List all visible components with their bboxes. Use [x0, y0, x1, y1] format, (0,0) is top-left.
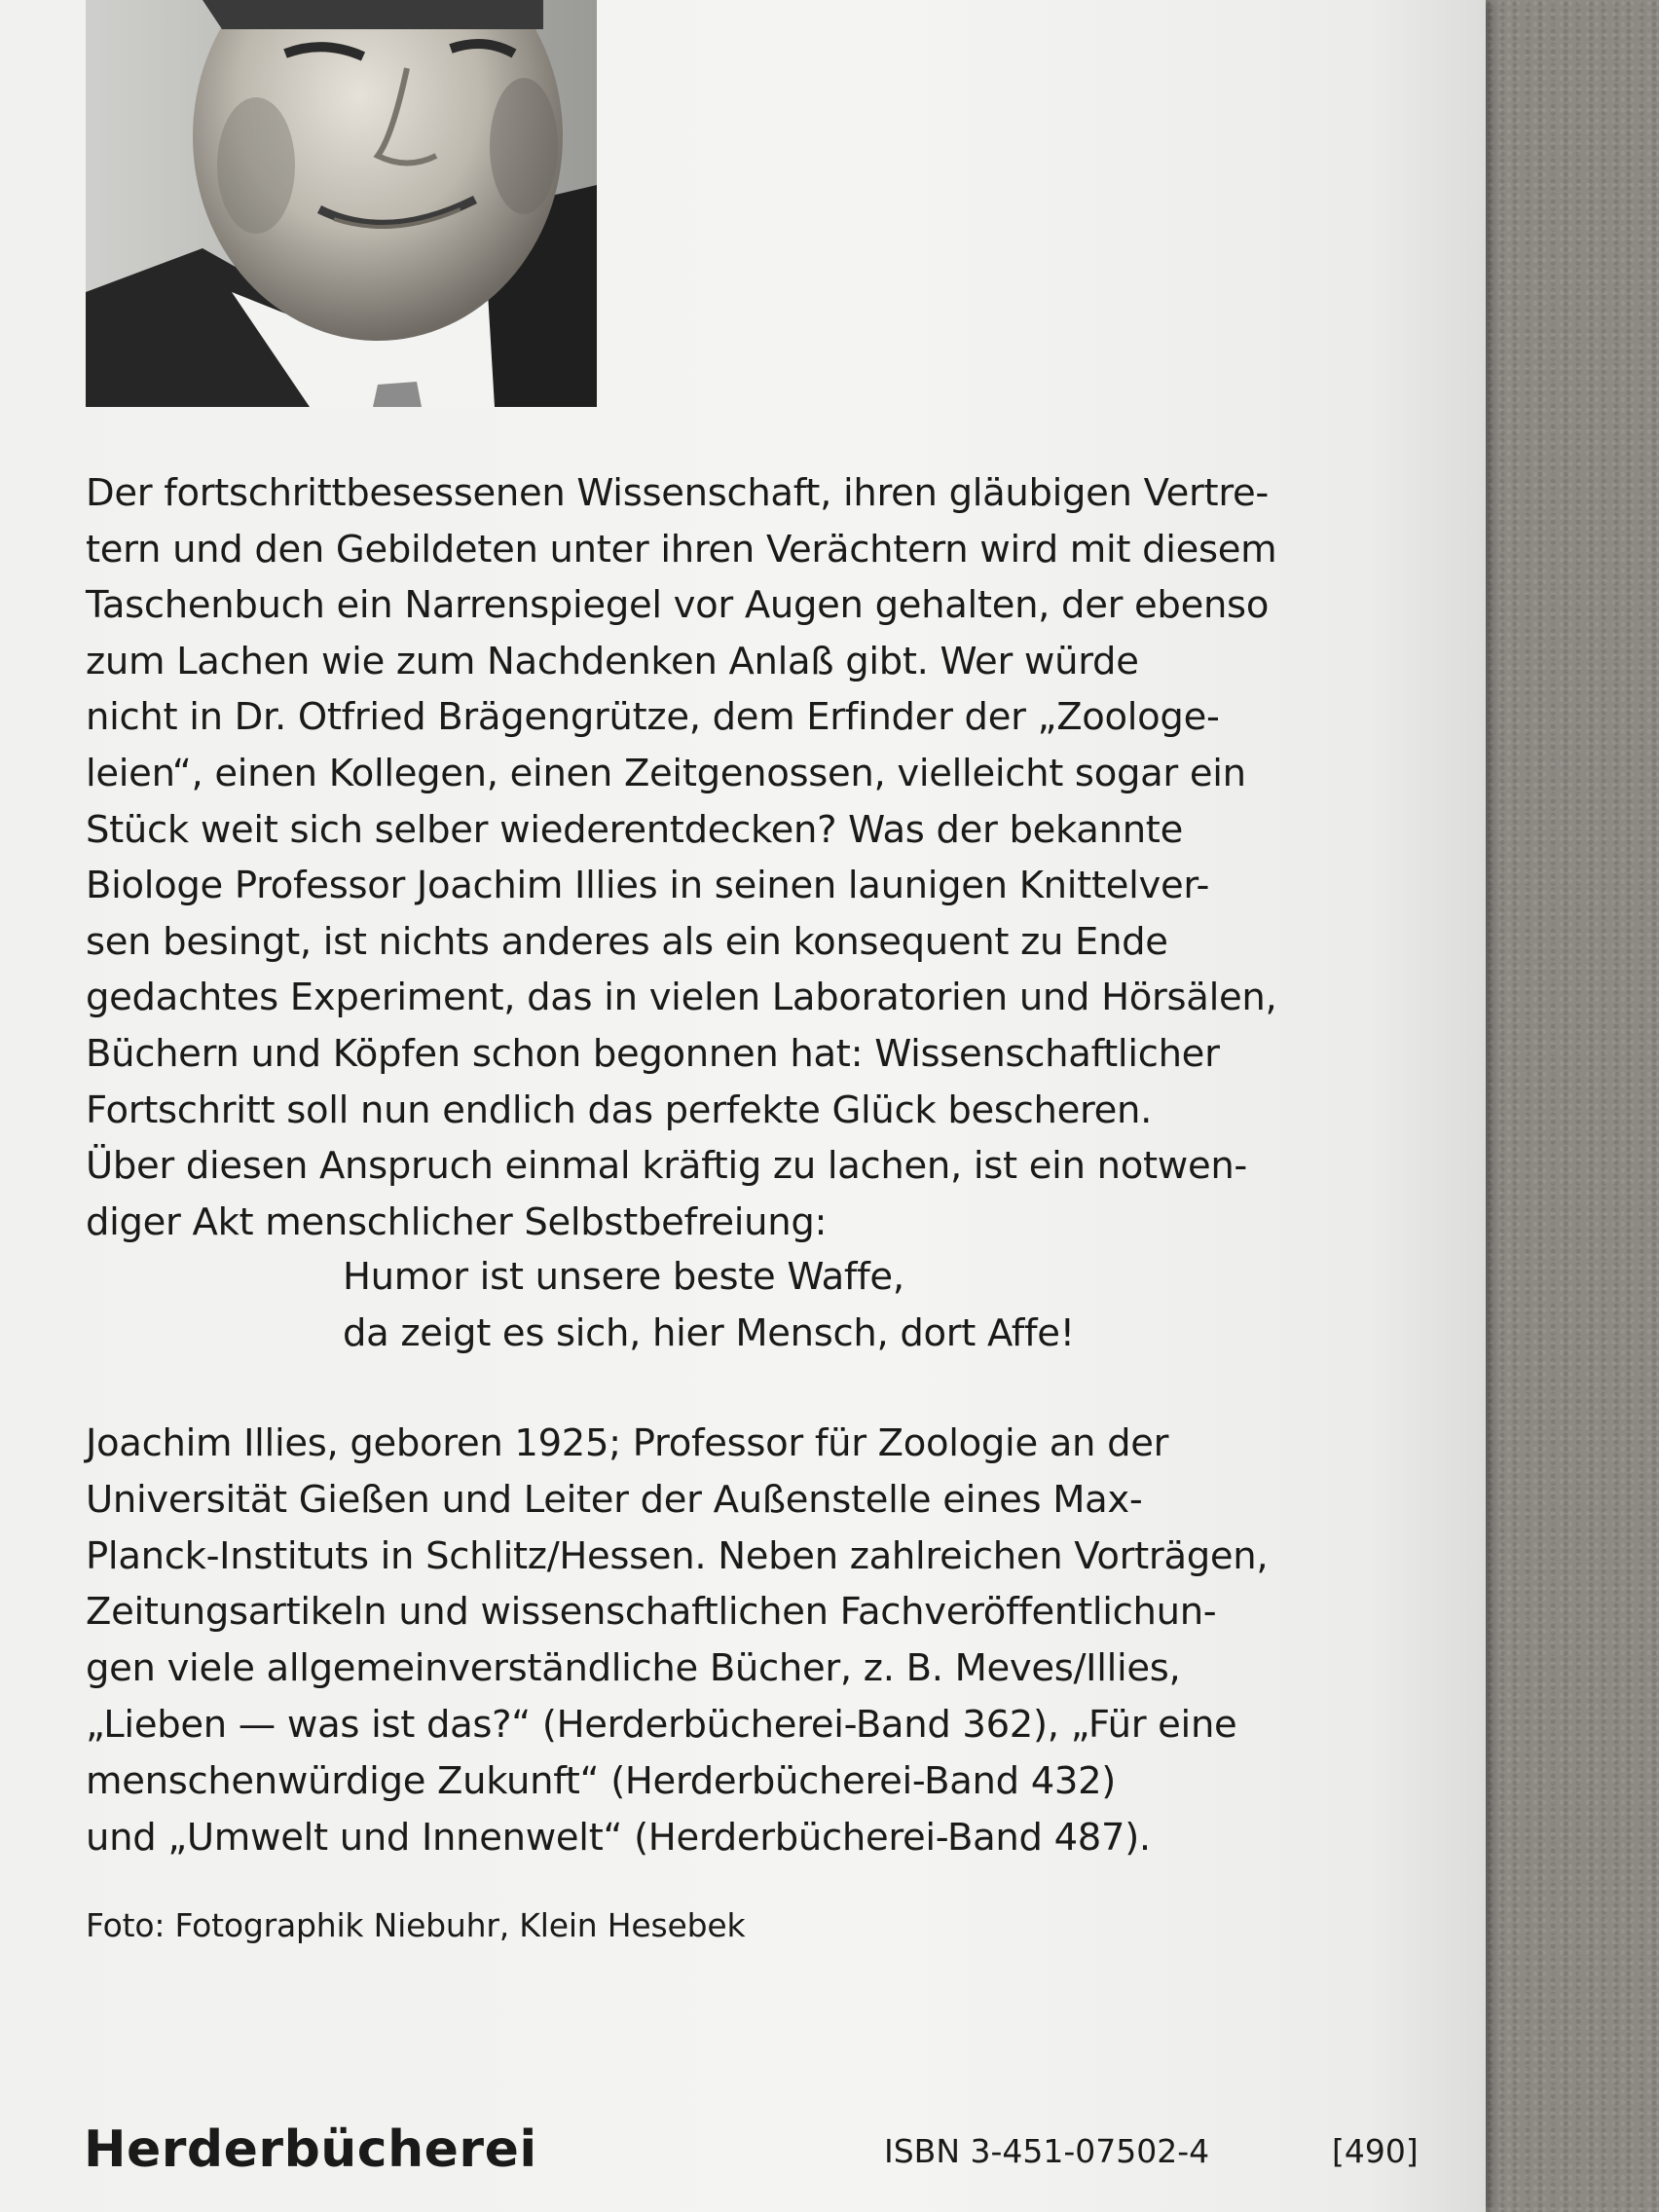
blurb-line: Biologe Professor Joachim Illies in seinen launigen Knittelver- [86, 864, 1210, 908]
bio-line: Zeitungsartikeln und wissenschaftlichen Fachveröffentlichun- [86, 1590, 1217, 1635]
bio-line: „Lieben — was ist das?“ (Herderbücherei-Band 362), „Für eine [86, 1702, 1237, 1747]
author-photo [86, 0, 597, 407]
verse-line: Humor ist unsere beste Waffe, [343, 1255, 904, 1299]
blurb-line: diger Akt menschlicher Selbstbefreiung: [86, 1199, 828, 1244]
bio-line: Universität Gießen und Leiter der Außenstelle eines Max- [86, 1477, 1143, 1522]
bio-line: Joachim Illies, geboren 1925; Professor für Zoologie an der [86, 1421, 1169, 1465]
blurb-line: leien“, einen Kollegen, einen Zeitgenossen, vielleicht sogar ein [86, 751, 1246, 795]
blurb-line: tern und den Gebildeten unter ihren Verächtern wird mit diesem [86, 527, 1277, 571]
bio-line: gen viele allgemeinverständliche Bücher, z. B. Meves/Illies, [86, 1646, 1181, 1691]
blurb-line: Über diesen Anspruch einmal kräftig zu lachen, ist ein notwen- [86, 1144, 1248, 1189]
series-number: [490] [1332, 2132, 1419, 2170]
blurb-line: Büchern und Köpfen schon begonnen hat: Wissenschaftlicher [86, 1031, 1220, 1076]
blurb-paragraph [86, 465, 1449, 1250]
blurb-line: Der fortschrittbesessenen Wissenschaft, ihren gläubigen Vertre- [86, 471, 1270, 515]
blurb-line: Taschenbuch ein Narrenspiegel vor Augen gehalten, der ebenso [86, 583, 1270, 628]
photo-credit: Foto: Fotographik Niebuhr, Klein Hesebek [86, 1906, 746, 1944]
blurb-line: nicht in Dr. Otfried Brägengrütze, dem Erfinder der „Zoologe- [86, 695, 1220, 740]
blurb-line: Fortschritt soll nun endlich das perfekte Glück bescheren. [86, 1088, 1153, 1132]
blurb-line: gedachtes Experiment, das in vielen Laboratorien und Hörsälen, [86, 976, 1277, 1020]
verse-line: da zeigt es sich, hier Mensch, dort Affe! [343, 1311, 1075, 1355]
bio-line: menschenwürdige Zukunft“ (Herderbücherei-Band 432) [86, 1758, 1117, 1803]
author-portrait-image [86, 0, 597, 407]
isbn-number: ISBN 3-451-07502-4 [884, 2132, 1210, 2170]
blurb-line: sen besingt, ist nichts anderes als ein konsequent zu Ende [86, 919, 1168, 964]
blurb-line: Stück weit sich selber wiederentdecken? Was der bekannte [86, 807, 1183, 852]
verse-quote [343, 1249, 1075, 1362]
bio-line: Planck-Instituts in Schlitz/Hessen. Neben zahlreichen Vorträgen, [86, 1533, 1269, 1578]
blurb-line: zum Lachen wie zum Nachdenken Anlaß gibt. Wer würde [86, 639, 1139, 683]
publisher-name: Herderbücherei [84, 2120, 537, 2179]
bio-line: und „Umwelt und Innenwelt“ (Herderbücherei-Band 487). [86, 1815, 1151, 1860]
author-bio [86, 1416, 1449, 1865]
